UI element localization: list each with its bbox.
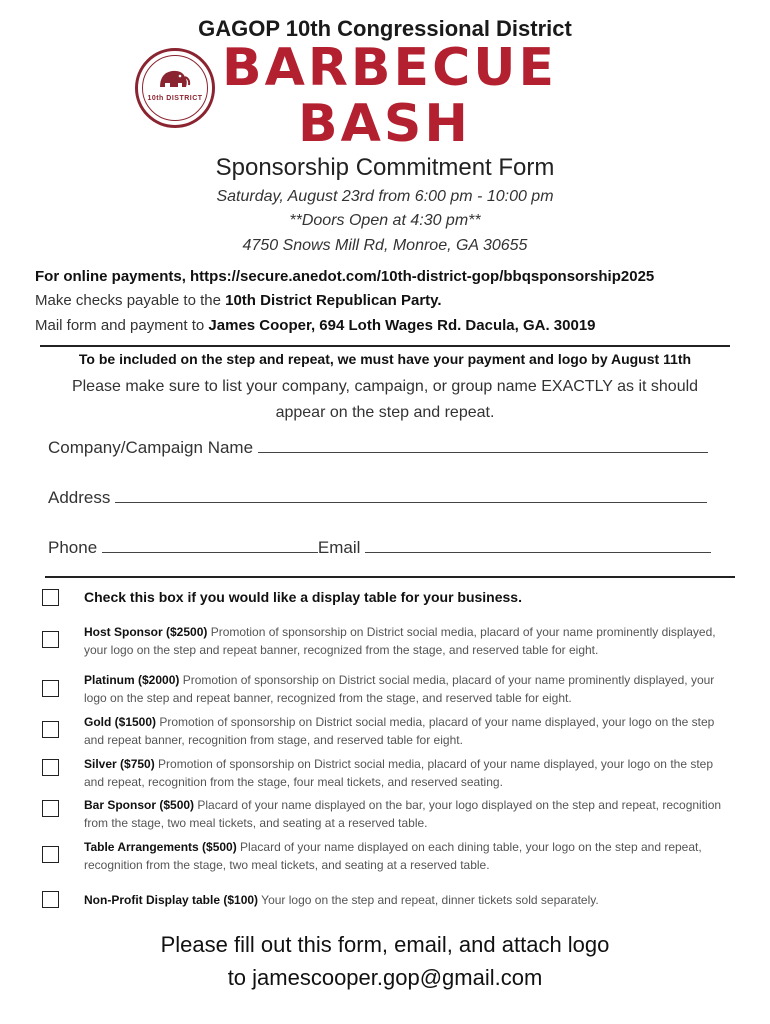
name-instruction: Please make sure to list your company, campaign, or group name EXACTLY as it should appear on the step and repeat. [71, 378, 699, 421]
mail-address-line [35, 317, 596, 334]
sponsor-option-non-profit [84, 891, 724, 909]
online-payment-link[interactable]: For online payments, https://secure.anedot.com/10th-district-gop/bbqsponsorship2025 [35, 268, 655, 285]
event-address: 4750 Snows Mill Rd, Monroe, GA 30655 [242, 237, 528, 254]
company-label: Company/Campaign Name [48, 438, 254, 457]
option-name: Non-Profit Display table ($100) [84, 893, 259, 907]
gold-checkbox[interactable] [42, 721, 59, 738]
checks-prefix: Make checks payable to the [35, 292, 226, 309]
display-table-checkbox[interactable] [42, 589, 59, 606]
option-description: Promotion of sponsorship on District social media, placard of your name displayed, your logo on the step and repeat, recognition from the stage, four meal tickets, and reserved seating. [84, 757, 714, 789]
event-name-barbecue: BARBECUE [222, 38, 557, 98]
event-organizer-title: GAGOP 10th Congressional District [198, 16, 572, 41]
submission-instructions [0, 928, 770, 994]
display-table-label: Check this box if you would like a display table for your business. [84, 589, 522, 605]
sponsor-option-gold [84, 713, 724, 749]
event-name-bash: BASH [298, 94, 471, 154]
option-description: Promotion of sponsorship on District social media, placard of your name displayed, your logo on the step and repeat banner, recognition from stage, and reserved table for eight. [84, 715, 715, 747]
doors-open-time: **Doors Open at 4:30 pm** [289, 212, 481, 229]
check-payable-line [35, 292, 442, 309]
company-input-line[interactable] [258, 438, 708, 453]
address-field [48, 488, 707, 508]
logo-text: 10th DISTRICT [147, 95, 203, 102]
address-input-line[interactable] [115, 488, 707, 503]
option-description: Placard of your name displayed on each dining table, your logo on the step and repeat, recognition from the stage, two meal tickets, and seating at a reserved table. [84, 840, 702, 872]
option-name: Table Arrangements ($500) [84, 840, 237, 854]
phone-label: Phone [48, 538, 98, 557]
sponsor-option-bar [84, 796, 724, 832]
sponsor-option-silver [84, 755, 724, 791]
phone-input-line[interactable] [102, 538, 318, 553]
sponsor-option-platinum [84, 671, 724, 707]
divider-top [40, 345, 730, 347]
platinum-checkbox[interactable] [42, 680, 59, 697]
bar-sponsor-checkbox[interactable] [42, 800, 59, 817]
check-payee: 10th District Republican Party. [225, 292, 442, 309]
address-label: Address [48, 488, 111, 507]
host-sponsor-checkbox[interactable] [42, 631, 59, 648]
logo-deadline-notice: To be included on the step and repeat, we must have your payment and logo by August 11th [78, 351, 692, 367]
phone-email-field [48, 538, 711, 558]
company-field [48, 438, 708, 458]
option-name: Gold ($1500) [84, 715, 157, 729]
divider-middle [45, 576, 735, 578]
table-arrangements-checkbox[interactable] [42, 846, 59, 863]
email-label: Email [317, 538, 361, 557]
mail-address: James Cooper, 694 Loth Wages Rd. Dacula, GA. 30019 [208, 317, 596, 334]
elephant-icon [156, 65, 192, 95]
sponsor-option-host [84, 623, 724, 659]
email-input-line[interactable] [365, 538, 711, 553]
district-logo [135, 48, 215, 128]
option-description: Your logo on the step and repeat, dinner tickets sold separately. [258, 893, 599, 907]
sponsor-option-table [84, 838, 724, 874]
event-date: Saturday, August 23rd from 6:00 pm - 10:00 pm [216, 188, 554, 205]
option-name: Bar Sponsor ($500) [84, 798, 195, 812]
footer-line-2: to jamescooper.gop@gmail.com [227, 965, 543, 990]
option-name: Platinum ($2000) [84, 673, 180, 687]
option-description: Promotion of sponsorship on District social media, placard of your name prominently displayed, your logo on the step and repeat banner, recognized from the stage, and reserved table for eight. [84, 625, 716, 657]
option-name: Host Sponsor ($2500) [84, 625, 208, 639]
non-profit-checkbox[interactable] [42, 891, 59, 908]
option-description: Promotion of sponsorship on District social media, placard of your name prominently displayed, your logo on the step and repeat banner, recognized from the stage, and reserved table for eight. [84, 673, 715, 705]
footer-line-1: Please fill out this form, email, and attach logo [160, 932, 610, 957]
mail-prefix: Mail form and payment to [35, 317, 209, 334]
silver-checkbox[interactable] [42, 759, 59, 776]
option-name: Silver ($750) [84, 757, 155, 771]
option-description: Placard of your name displayed on the bar, your logo displayed on the step and repeat, recognition from the stage, two meal tickets, and seating at a reserved table. [84, 798, 722, 830]
form-title: Sponsorship Commitment Form [215, 154, 555, 181]
